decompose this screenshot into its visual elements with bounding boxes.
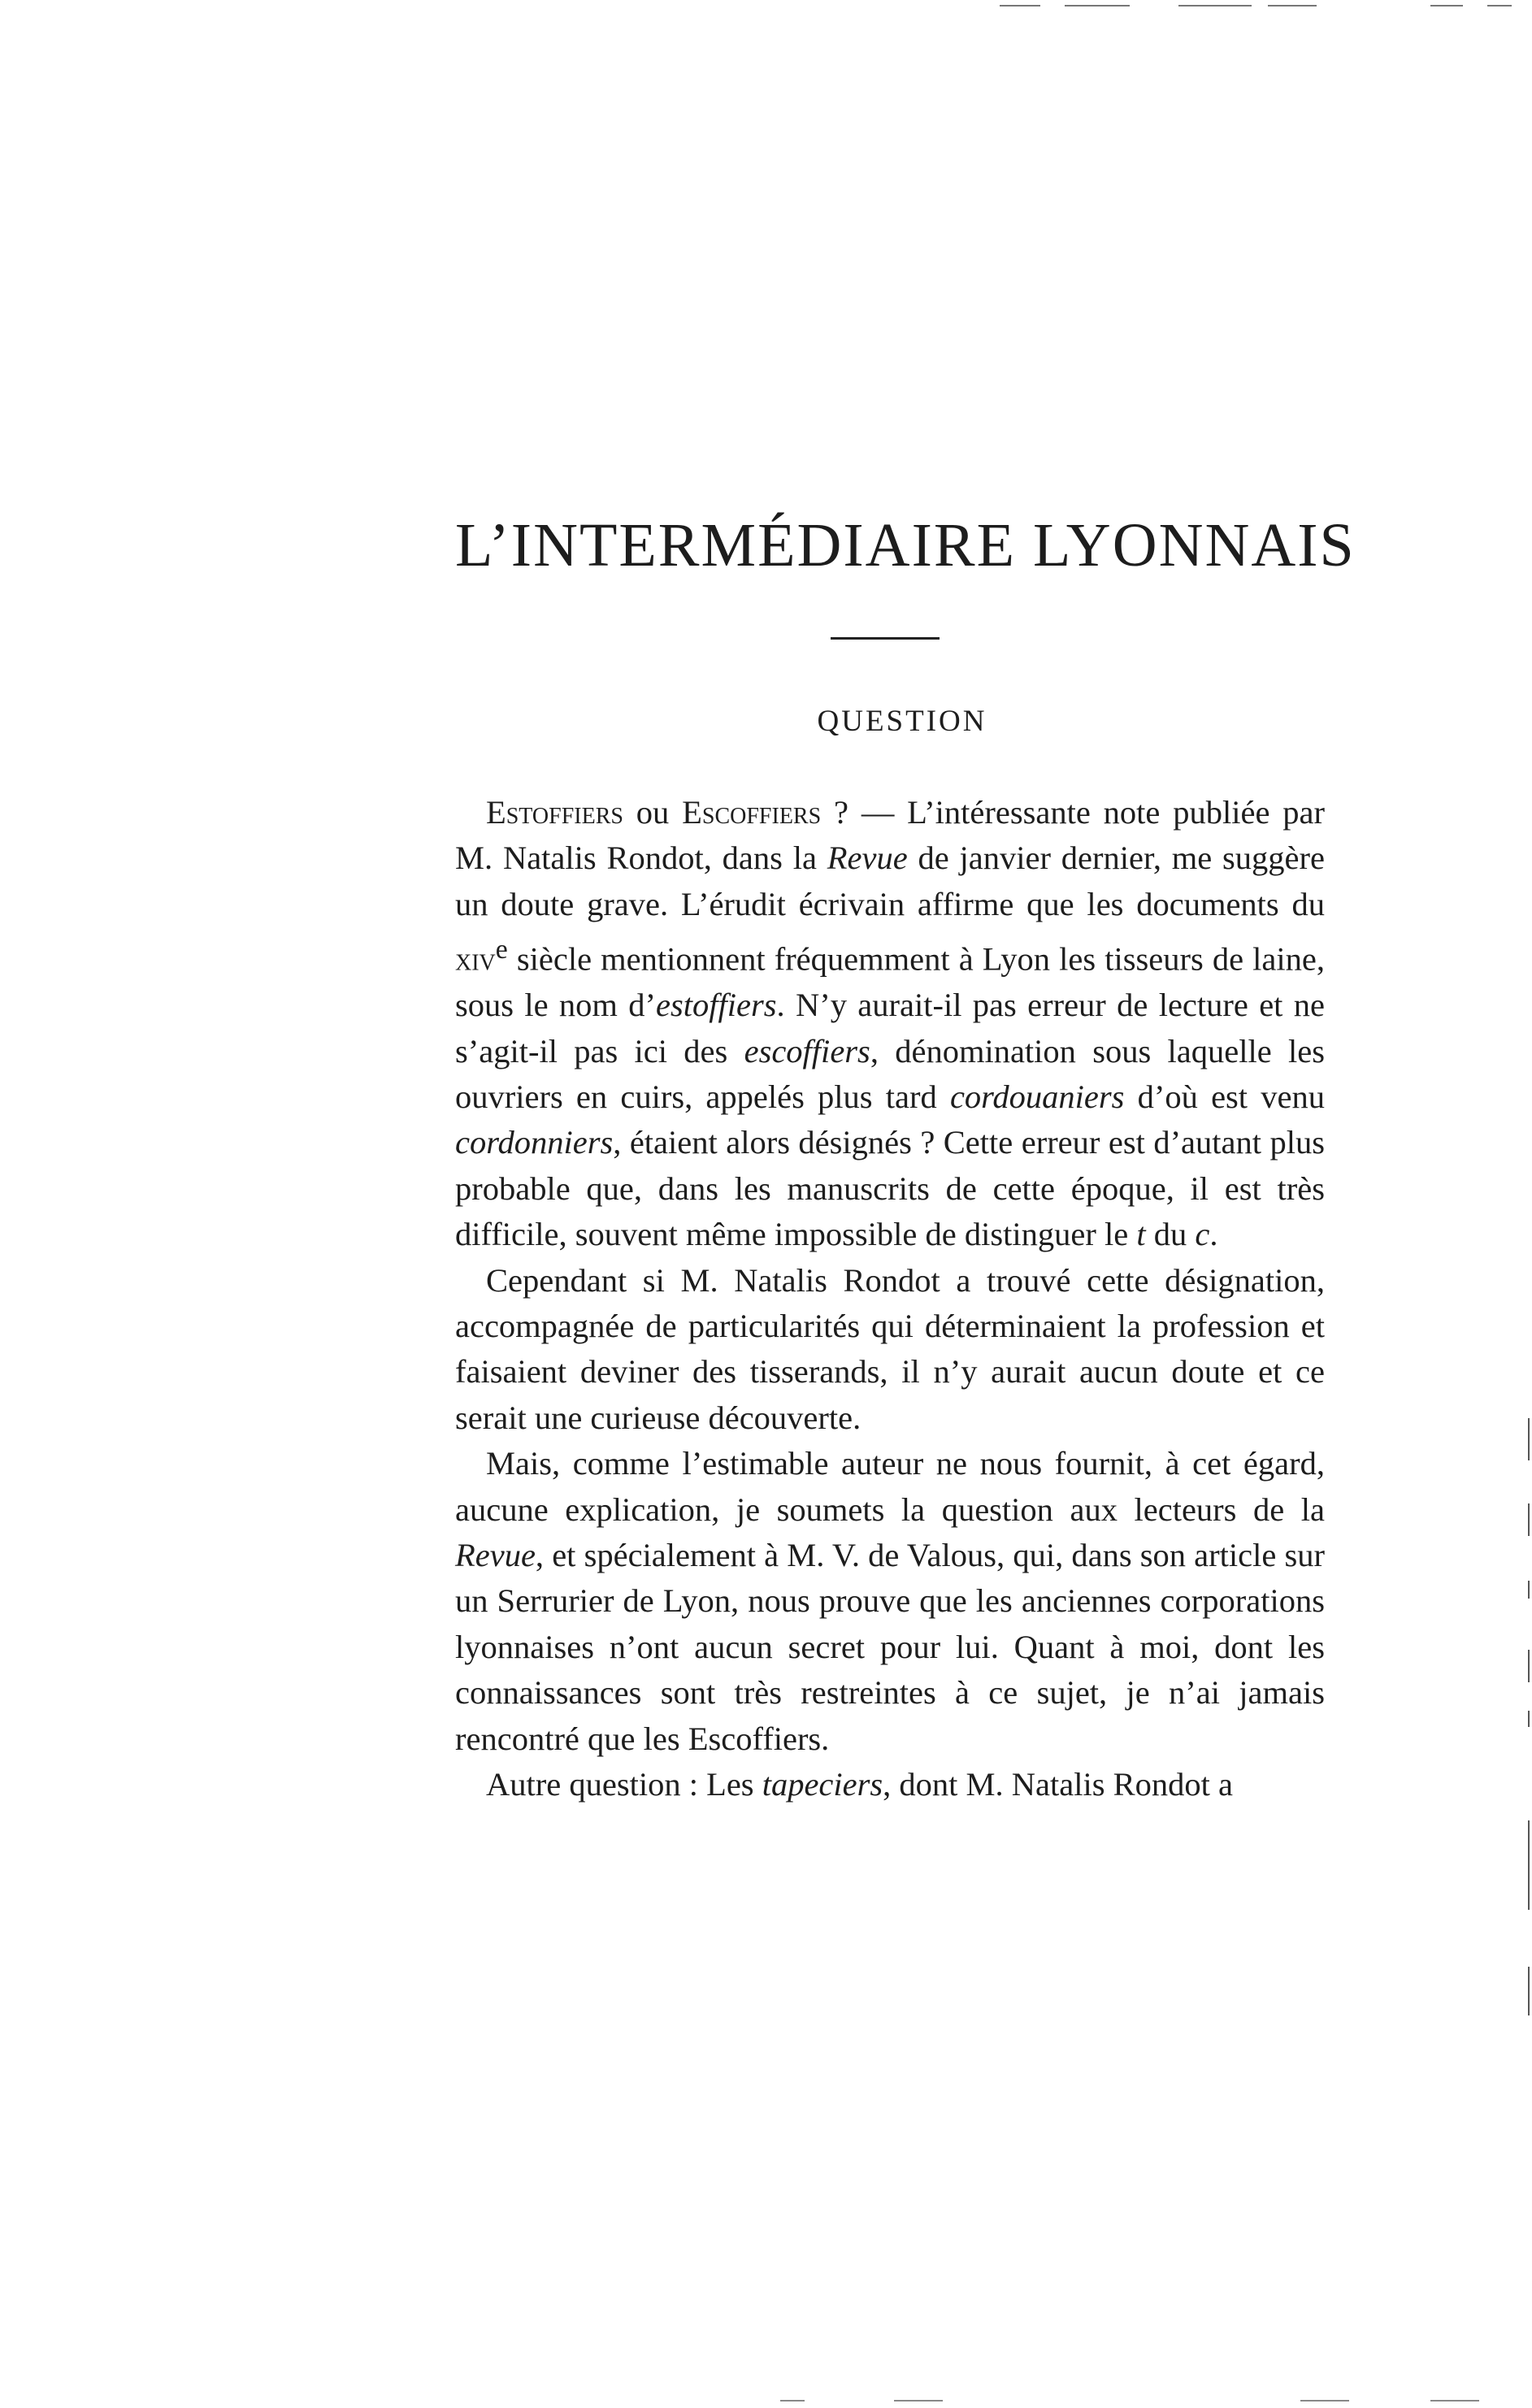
headword-estoffiers: Estoffiers <box>486 794 623 831</box>
margin-mark <box>1528 1711 1530 1727</box>
italic-term: c <box>1195 1216 1210 1253</box>
article-body <box>455 790 1325 1807</box>
paragraph-text: siècle mentionnent fréquemment à Lyon les tisseurs de laine, sous le nom d’ <box>455 940 1325 1024</box>
scan-artifact-top <box>1487 5 1512 7</box>
paragraph-text: Autre question : Les <box>486 1766 762 1803</box>
scan-artifact-top <box>1065 5 1130 7</box>
margin-mark <box>1528 1967 1530 2015</box>
page-title: L’INTERMÉDIAIRE LYONNAIS <box>455 511 1356 579</box>
paragraph-text: du <box>1145 1216 1196 1253</box>
paragraph-4 <box>455 1762 1325 1807</box>
scan-artifact-top <box>1178 5 1252 7</box>
italic-term: t <box>1136 1216 1146 1253</box>
paragraph-text: , dont M. Natalis Rondot a <box>883 1766 1234 1803</box>
paragraph-text: , dénomination sous laquelle les ouvriers en cuirs, appelés plus tard <box>455 1032 1325 1115</box>
italic-term: escoffiers <box>744 1032 870 1069</box>
scan-artifact-top <box>1000 5 1040 7</box>
title-rule <box>831 637 940 640</box>
scan-artifact-bottom <box>780 2400 805 2401</box>
century-superscript: e <box>495 935 508 965</box>
margin-mark <box>1528 1650 1530 1682</box>
paragraph-text: de janvier dernier, me suggère un doute grave. L’érudit écrivain affirme que les documents du <box>455 840 1325 922</box>
scan-artifact-bottom <box>1430 2400 1479 2401</box>
scan-artifact-top <box>1268 5 1317 7</box>
italic-term: cordonniers <box>455 1124 614 1161</box>
scan-artifact-bottom <box>1300 2400 1349 2401</box>
italic-term: cordouaniers <box>949 1078 1125 1115</box>
scan-artifact-bottom <box>894 2400 943 2401</box>
italic-term: Revue <box>827 840 908 877</box>
century-numeral: xiv <box>455 940 496 978</box>
italic-term: estoffiers <box>656 987 777 1024</box>
italic-term: Revue <box>455 1537 536 1573</box>
margin-mark <box>1528 1503 1530 1536</box>
paragraph-text: Mais, comme l’estimable auteur ne nous fournit, à cet égard, aucune explication, je soumets la question aux lecteurs de la <box>455 1445 1325 1528</box>
headword-escoffiers: Escoffiers <box>682 794 822 831</box>
italic-term: tapeciers <box>762 1766 883 1803</box>
paragraph-3 <box>455 1441 1325 1762</box>
headword-connector: ou <box>636 794 670 831</box>
paragraph-2: Cependant si M. Natalis Rondot a trouvé cette désignation, accompagnée de particularités qui déterminaient la profession et faisaient deviner des tisserands, il n’y aurait aucun doute et ce serait une curieuse découverte. <box>455 1261 1325 1436</box>
margin-mark <box>1528 1820 1530 1910</box>
margin-mark <box>1528 1418 1530 1460</box>
paragraph-text: . N’y aurait-il pas erreur de lecture et ne s’agit-il pas ici des <box>455 987 1325 1069</box>
paragraph-text: , et spécialement à M. V. de Valous, qui, dans son article sur un Serrurier de Lyon, nous prouve que les anciennes corporations lyonnaises n’ont aucun secret pour lui. Quant à moi, dont les connaissances sont très restreintes à ce sujet, je n’ai jamais rencontré que les Escoffiers. <box>455 1537 1325 1757</box>
margin-mark <box>1528 1581 1530 1599</box>
paragraph-text: ? — L’intéressante note publiée par M. Natalis Rondot, dans la <box>455 794 1325 877</box>
paragraph-1 <box>455 790 1325 1258</box>
paragraph-text: d’où est venu <box>1124 1078 1325 1115</box>
scan-artifact-top <box>1430 5 1463 7</box>
paragraph-text: . <box>1209 1216 1218 1253</box>
paragraph-text: , étaient alors désignés ? Cette erreur est d’autant plus probable que, dans les manuscrits de cette époque, il est très difficile, souvent même impossible de distinguer le <box>455 1124 1325 1253</box>
section-heading: QUESTION <box>817 705 987 738</box>
